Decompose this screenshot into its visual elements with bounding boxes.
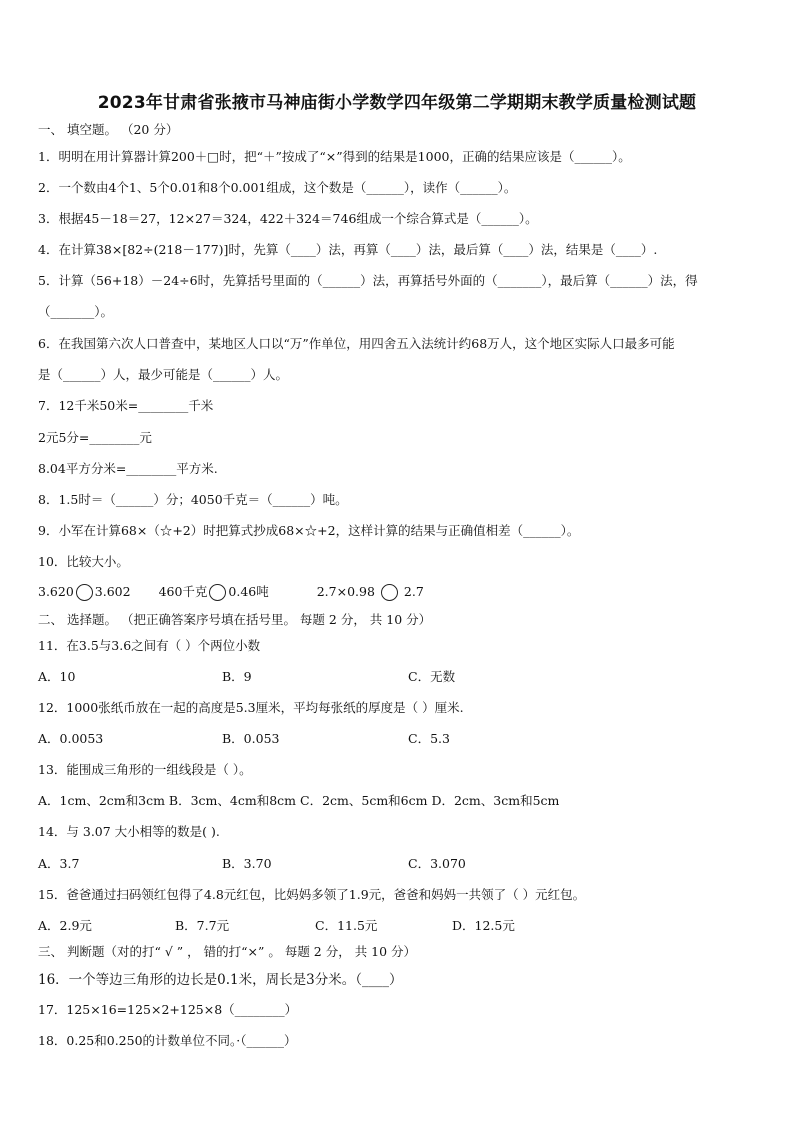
question-13-options[interactable]: A．1cm、2cm和3cm B．3cm、4cm和8cm C．2cm、5cm和6cm D．2cm、3cm和5cm <box>38 793 560 808</box>
question-6-line-1: 6．在我国第六次人口普查中，某地区人口以“万”作单位，用四舍五入法统计约68万人，这个地区实际人口最多可能 <box>38 336 675 351</box>
question-10: 10．比较大小。 <box>38 554 129 569</box>
compare-value: 0.46吨 <box>228 584 269 599</box>
question-7-line-3: 8.04平方分米=________平方米. <box>38 461 218 476</box>
option-b[interactable]: B．7.7元 <box>175 918 230 933</box>
question-13: 13．能围成三角形的一组线段是（ ）。 <box>38 762 252 777</box>
question-9: 9．小军在计算68×（☆+2）时把算式抄成68×☆+2，这样计算的结果与正确值相差（______）。 <box>38 523 580 538</box>
question-4: 4．在计算38×[82÷(218－177)]时，先算（____）法，再算（____）法，最后算（____）法，结果是（____）. <box>38 242 658 257</box>
question-5-line-1: 5．计算（56+18）－24÷6时，先算括号里面的（______）法，再算括号外面的（_______），最后算（______）法，得 <box>38 273 698 288</box>
section-choice-heading: 二、 选择题。 （把正确答案序号填在括号里。 每题 2 分， 共 10 分） <box>38 612 432 627</box>
question-2: 2．一个数由4个1、5个0.01和8个0.001组成，这个数是（______），读作（______）。 <box>38 180 517 195</box>
question-17: 17．125×16=125×2+125×8（________） <box>38 1002 298 1017</box>
option-b[interactable]: B．0.053 <box>222 731 280 746</box>
question-7-line-2: 2元5分=________元 <box>38 430 152 445</box>
question-3: 3．根据45－18＝27，12×27＝324，422＋324＝746组成一个综合算式是（______）。 <box>38 211 538 226</box>
question-5-line-2: （_______）。 <box>38 304 114 319</box>
question-16: 16．一个等边三角形的边长是0.1米，周长是3分米。（____） <box>38 972 403 988</box>
option-a[interactable]: A．3.7 <box>38 856 80 871</box>
compare-value: 2.7 <box>403 584 424 599</box>
option-c[interactable]: C．无数 <box>408 669 456 684</box>
compare-value: 3.602 <box>94 584 131 599</box>
option-a[interactable]: A．0.0053 <box>38 731 104 746</box>
option-a[interactable]: A．2.9元 <box>38 918 92 933</box>
blank-circle[interactable] <box>381 584 398 601</box>
blank-circle[interactable] <box>209 584 226 601</box>
section-judge-heading: 三、 判断题（对的打“ √ ” ， 错的打“×” 。 每题 2 分， 共 10 分） <box>38 944 417 959</box>
blank-circle[interactable] <box>76 584 93 601</box>
question-12: 12．1000张纸币放在一起的高度是5.3厘米，平均每张纸的厚度是（ ）厘米. <box>38 700 464 715</box>
question-18: 18．0.25和0.250的计数单位不同。·（______） <box>38 1033 297 1048</box>
comparison-row <box>38 582 424 601</box>
question-14: 14．与 3.07 大小相等的数是( ). <box>38 824 220 839</box>
question-8: 8．1.5时＝（______）分；4050千克＝（______）吨。 <box>38 492 348 507</box>
option-c[interactable]: C．11.5元 <box>315 918 378 933</box>
page-title: 2023年甘肃省张掖市马神庙街小学数学四年级第二学期期末教学质量检测试题 <box>97 93 697 113</box>
option-c[interactable]: C．5.3 <box>408 731 450 746</box>
option-d[interactable]: D．12.5元 <box>452 918 515 933</box>
question-11: 11．在3.5与3.6之间有（ ）个两位小数 <box>38 638 261 653</box>
question-15: 15．爸爸通过扫码领红包得了4.8元红包，比妈妈多领了1.9元，爸爸和妈妈一共领了（ ）元红包。 <box>38 887 586 902</box>
compare-value: 2.7×0.98 <box>316 584 375 599</box>
question-6-line-2: 是（______）人，最少可能是（______）人。 <box>38 367 289 382</box>
option-b[interactable]: B．3.70 <box>222 856 272 871</box>
compare-value: 3.620 <box>38 584 74 599</box>
option-c[interactable]: C．3.070 <box>408 856 466 871</box>
question-7-line-1: 7．12千米50米=________千米 <box>38 398 214 413</box>
option-b[interactable]: B．9 <box>222 669 252 684</box>
compare-value: 460千克 <box>158 584 208 599</box>
option-a[interactable]: A．10 <box>38 669 76 684</box>
section-fill-blank-heading: 一、 填空题。 （20 分） <box>38 122 179 137</box>
question-1: 1．明明在用计算器计算200＋□时，把“＋”按成了“×”得到的结果是1000，正确的结果应该是（______）。 <box>38 149 631 164</box>
